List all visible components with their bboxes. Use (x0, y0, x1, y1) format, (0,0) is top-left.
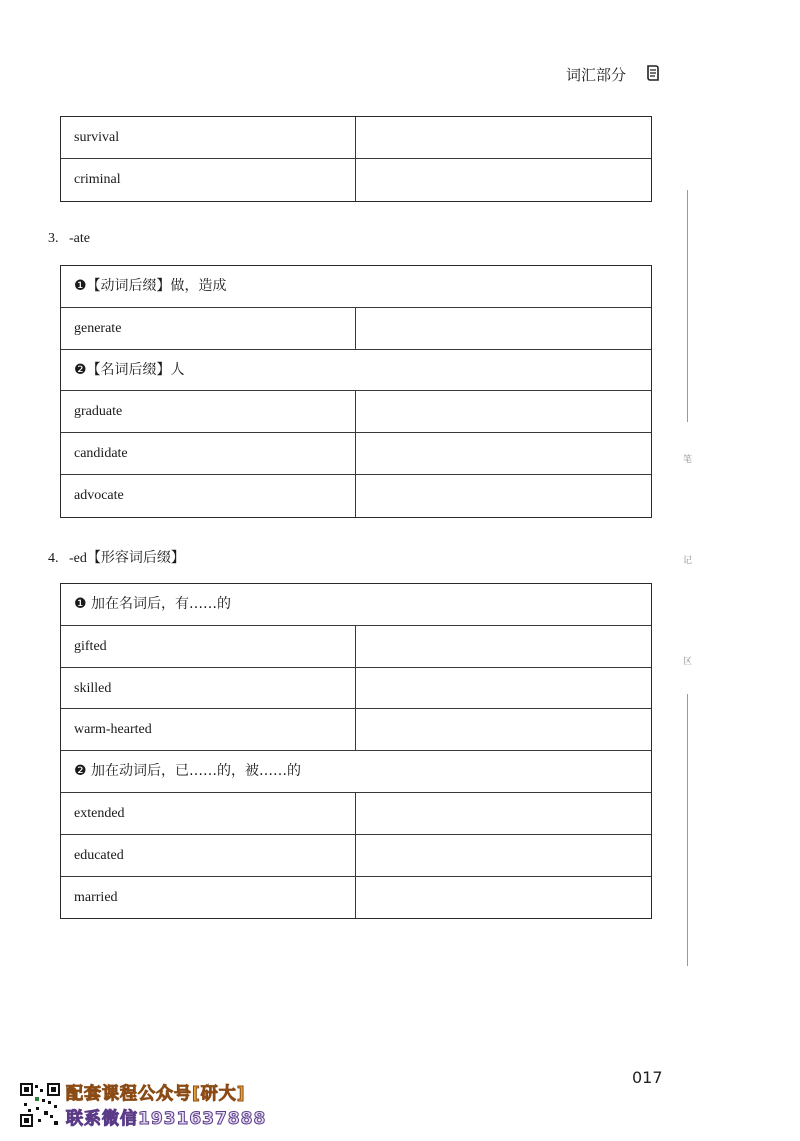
word-cell: survival (61, 117, 356, 158)
word-table-3 (60, 583, 652, 919)
word-table-1 (60, 116, 652, 202)
page-number: 017 (632, 1068, 663, 1087)
section-4-title (48, 547, 185, 567)
word-cell: generate (61, 308, 356, 349)
table-row (61, 308, 651, 350)
answer-cell (356, 308, 651, 349)
word-cell: married (61, 877, 356, 919)
word-cell: warm-hearted (61, 709, 356, 750)
page-header-title: 词汇部分 (566, 66, 627, 84)
word-table-2 (60, 265, 652, 518)
section-3-suffix: -ate (69, 231, 90, 246)
table-row (61, 668, 651, 710)
table-section-row (61, 266, 651, 308)
answer-cell (356, 793, 651, 834)
table-row (61, 117, 651, 159)
word-cell: advocate (61, 475, 356, 517)
answer-cell (356, 391, 651, 432)
notes-label-char-3: 区 (683, 657, 693, 667)
section-3-number: 3. (48, 231, 59, 246)
section-heading: ❷【名词后缀】人 (74, 361, 185, 378)
notes-label-char-1: 笔 (683, 455, 693, 465)
qr-code-icon (20, 1083, 60, 1127)
word-cell: extended (61, 793, 356, 834)
section-4-number: 4. (48, 551, 59, 566)
notes-divider-bottom (687, 694, 688, 966)
section-4-suffix: -ed (69, 551, 87, 566)
book-icon (646, 64, 660, 82)
answer-cell (356, 433, 651, 474)
table-row (61, 626, 651, 668)
answer-cell (356, 475, 651, 517)
section-heading: ❷ 加在动词后，已……的，被……的 (74, 763, 302, 780)
table-section-row (61, 584, 651, 626)
promo-line-1: 配套课程公众号[研大] (66, 1084, 246, 1104)
answer-cell (356, 159, 651, 201)
answer-cell (356, 709, 651, 750)
section-heading: ❶【动词后缀】做，造成 (74, 278, 227, 294)
table-row (61, 391, 651, 433)
answer-cell (356, 877, 651, 919)
table-row (61, 877, 651, 919)
answer-cell (356, 668, 651, 709)
table-section-row (61, 751, 651, 793)
promo-line-2: 联系微信1931637888 (66, 1109, 267, 1129)
table-section-row (61, 350, 651, 392)
section-4-note: 【形容词后缀】 (86, 550, 185, 566)
notes-label-char-2: 记 (683, 556, 693, 566)
table-row (61, 433, 651, 475)
section-3-title (48, 231, 90, 247)
word-cell: graduate (61, 391, 356, 432)
word-cell: skilled (61, 668, 356, 709)
answer-cell (356, 835, 651, 876)
word-cell: gifted (61, 626, 356, 667)
word-cell: educated (61, 835, 356, 876)
notes-divider-top (687, 190, 688, 422)
word-cell: candidate (61, 433, 356, 474)
table-row (61, 475, 651, 517)
table-row (61, 159, 651, 201)
section-heading: ❶ 加在名词后，有……的 (74, 596, 232, 612)
answer-cell (356, 626, 651, 667)
word-cell: criminal (61, 159, 356, 201)
table-row (61, 709, 651, 751)
answer-cell (356, 117, 651, 158)
table-row (61, 835, 651, 877)
table-row (61, 793, 651, 835)
